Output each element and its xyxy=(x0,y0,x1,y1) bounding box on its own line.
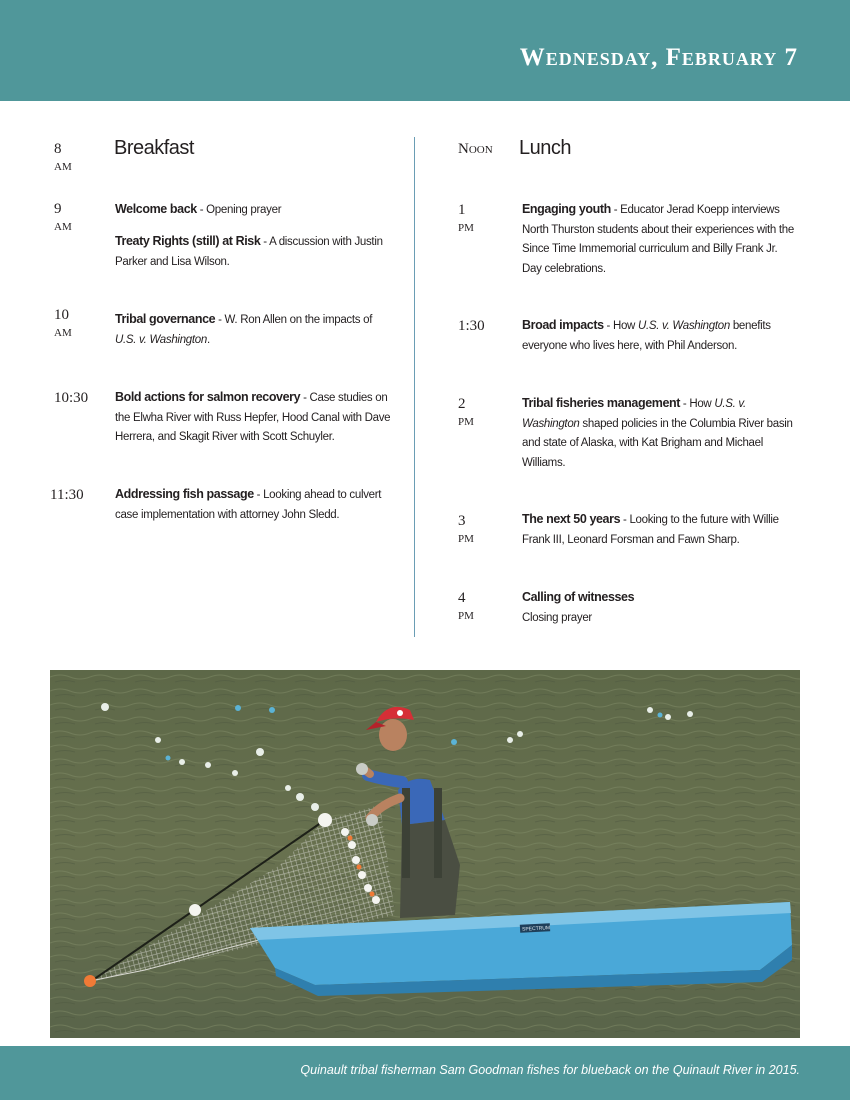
time-label: 10:30 xyxy=(54,390,89,406)
session-description: - Opening prayer xyxy=(196,204,282,216)
net-buoy xyxy=(84,975,96,987)
header-band xyxy=(0,0,850,101)
session-description: - W. Ron Allen on the impacts of xyxy=(215,314,373,326)
session-title: Engaging youth xyxy=(522,202,611,216)
session-title: Tribal fisheries management xyxy=(522,396,681,410)
session-title: Treaty Rights (still) at Risk xyxy=(115,234,261,248)
session-title: Lunch xyxy=(519,137,571,159)
session-title: Bold actions for salmon recovery xyxy=(115,390,301,404)
boat-label: SPECTRUM xyxy=(521,925,551,933)
time-label: 3 pm xyxy=(458,513,474,546)
column-divider xyxy=(414,137,415,637)
session-engaging-youth xyxy=(522,200,798,279)
case-name: U.S. v. Washington xyxy=(522,398,746,430)
session-title: Tribal governance xyxy=(115,312,216,326)
session-tribal-governance: Tribal governance - W. Ron Allen on the impacts of U.S. v. Washington. xyxy=(115,312,373,346)
session-description: - Looking ahead to culvert case implementation with attorney John Sledd. xyxy=(115,489,382,521)
time-label: 1 pm xyxy=(458,202,474,235)
footer-band xyxy=(0,1046,850,1100)
time-label: 10 am xyxy=(54,307,72,340)
time-label: 1:30 xyxy=(458,318,485,334)
session-fish-passage xyxy=(115,485,391,525)
case-name: U.S. v. Washington xyxy=(115,333,207,346)
session-calling-of-witnesses xyxy=(522,588,798,628)
time-label: 2 pm xyxy=(458,396,474,429)
session-description: - A discussion with Justin Parker and Lisa Wilson. xyxy=(115,236,383,268)
session-title: Addressing fish passage xyxy=(115,487,254,501)
session-fisheries-management: Tribal fisheries management - How U.S. v. Washington shaped policies in the Columbia River basin and state of Alaska, with Kat Brigham and Michael Williams. xyxy=(522,396,793,469)
session-description: - Educator Jerad Koepp interviews North Thurston students about their experiences with the Since Time Immemorial curriculum and Billy Frank Jr. Day celebrations. xyxy=(522,204,794,275)
session-treaty-rights xyxy=(115,232,391,272)
session-broad-impacts: Broad impacts - How U.S. v. Washington benefits everyone who lives here, with Phil Anderson. xyxy=(522,318,771,352)
session-title: Calling of witnesses xyxy=(522,590,635,604)
time-label: 4 pm xyxy=(458,590,474,623)
session-title: Welcome back xyxy=(115,202,197,216)
time-label: Noon xyxy=(458,141,493,157)
session-description: - Looking to the future with Willie Frank III, Leonard Forsman and Fawn Sharp. xyxy=(522,514,779,546)
session-next-50-years xyxy=(522,510,798,550)
case-name: U.S. v. Washington xyxy=(637,320,730,332)
session-description: Closing prayer xyxy=(522,611,592,624)
session-salmon-recovery xyxy=(115,388,391,448)
session-title: Breakfast xyxy=(114,137,194,159)
session-title: Broad impacts xyxy=(522,318,604,332)
time-label: 9 am xyxy=(54,201,72,234)
session-description: - Case studies on the Elwha River with Russ Hepfer, Hood Canal with Dave Herrera, and Skagit River with Scott Schuyler. xyxy=(115,392,391,443)
time-label: 8 am xyxy=(54,141,72,174)
session-title: The next 50 years xyxy=(522,512,621,526)
fisherman-photo xyxy=(50,670,800,1038)
session-welcome-back xyxy=(115,200,391,221)
page-title: Wednesday, February 7 xyxy=(519,44,798,71)
photo-caption: Quinault tribal fisherman Sam Goodman fishes for blueback on the Quinault River in 2015. xyxy=(300,1063,800,1077)
time-label: 11:30 xyxy=(50,487,84,503)
